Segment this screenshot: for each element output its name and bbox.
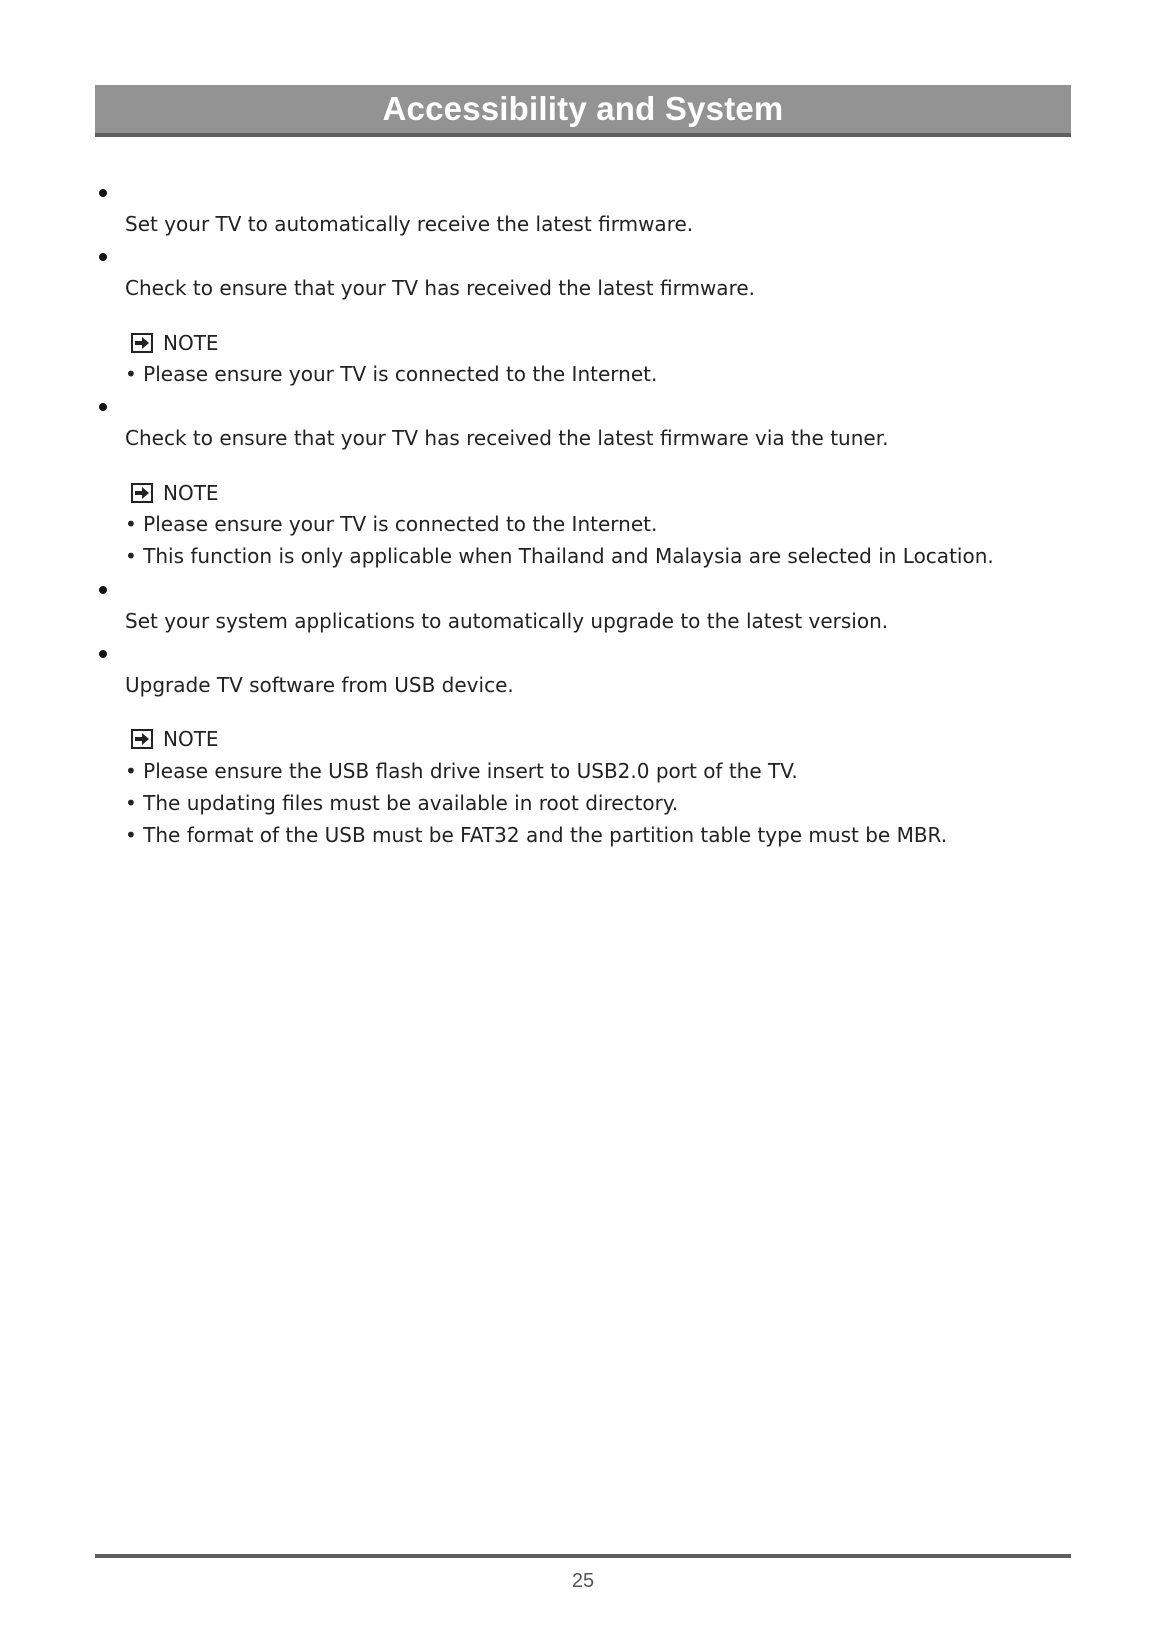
- section-header: [95, 85, 1071, 137]
- note-item: • Please ensure the USB flash drive insert to USB2.0 port of the TV.: [125, 759, 798, 783]
- note-label: NOTE: [163, 481, 219, 505]
- section-bullet: [99, 650, 107, 658]
- note-header: [131, 727, 219, 751]
- section-description: Upgrade TV software from USB device.: [125, 673, 514, 697]
- note-item: • Please ensure your TV is connected to the Internet.: [125, 512, 658, 536]
- section-bullet: [99, 189, 107, 197]
- arrow-right-boxed-icon: [131, 483, 153, 503]
- section-description: Check to ensure that your TV has received the latest firmware.: [125, 276, 756, 300]
- note-label: NOTE: [163, 331, 219, 355]
- section-bullet: [99, 403, 107, 411]
- section-description: Set your TV to automatically receive the latest firmware.: [125, 212, 694, 236]
- arrow-right-boxed-icon: [131, 333, 153, 353]
- note-item: • The format of the USB must be FAT32 and the partition table type must be MBR.: [125, 823, 948, 847]
- footer-rule: [95, 1554, 1071, 1558]
- note-label: NOTE: [163, 727, 219, 751]
- page-number: 25: [571, 1570, 595, 1592]
- section-bullet: [99, 253, 107, 261]
- note-item: • Please ensure your TV is connected to the Internet.: [125, 362, 658, 386]
- note-item: • The updating files must be available in root directory.: [125, 791, 679, 815]
- section-bullet: [99, 586, 107, 594]
- note-header: [131, 481, 219, 505]
- note-header: [131, 331, 219, 355]
- section-description: Check to ensure that your TV has received the latest firmware via the tuner.: [125, 426, 889, 450]
- note-item: • This function is only applicable when Thailand and Malaysia are selected in Location.: [125, 544, 994, 568]
- page-title: Accessibility and System: [382, 90, 784, 127]
- section-description: Set your system applications to automatically upgrade to the latest version.: [125, 609, 889, 633]
- arrow-right-boxed-icon: [131, 729, 153, 749]
